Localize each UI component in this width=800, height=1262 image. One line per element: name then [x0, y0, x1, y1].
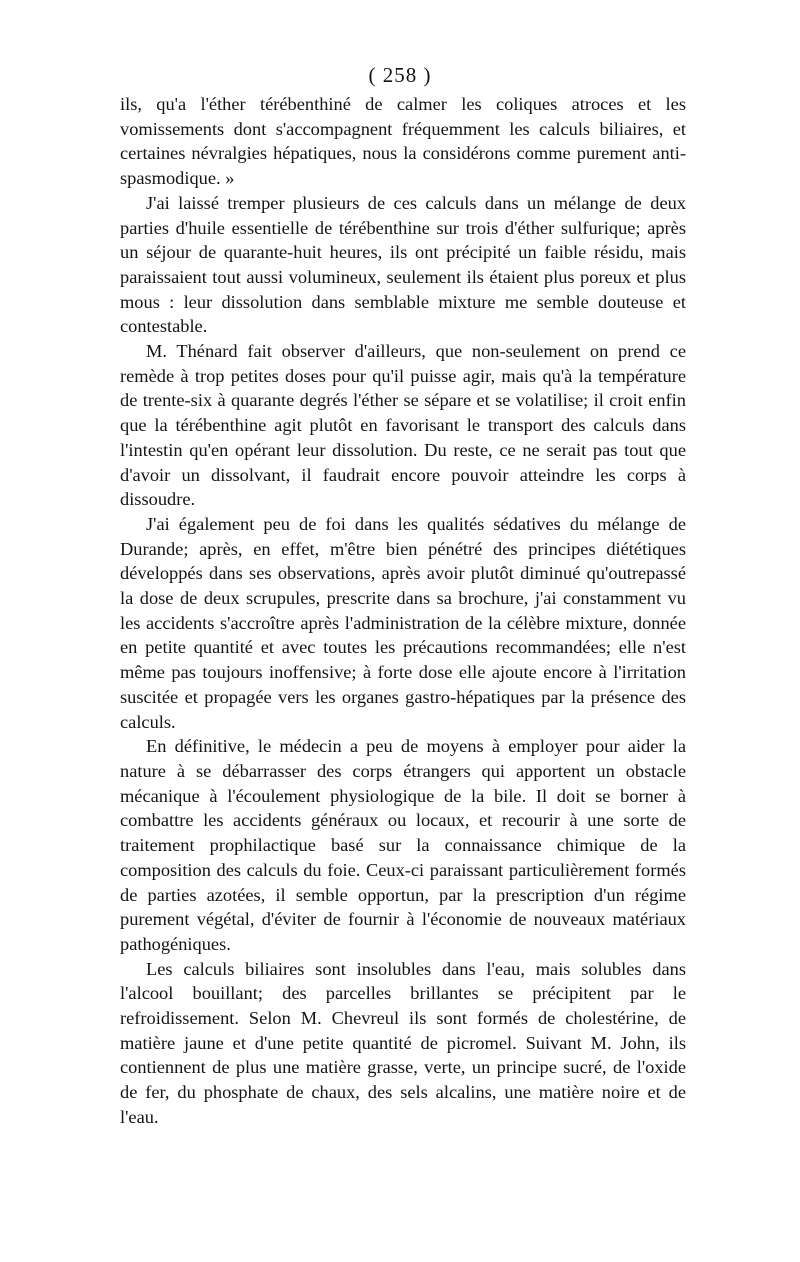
body-text — [120, 92, 686, 1130]
paragraph-3: M. Thénard fait observer d'ailleurs, que non-seulement on prend ce remède à trop petites doses pour qu'il puisse agir, mais qu'à la température de trente-six à quarante degrés l'éther se sépare et se volatilise; il croit enfin que la térébenthine agit plutôt en favorisant le transport des calculs dans l'intestin qu'en opérant leur dissolution. Du reste, ce ne serait pas tout que d'avoir un dissolvant, il faudrait encore pouvoir atteindre les corps à dissoudre. — [120, 341, 686, 510]
paragraph-6: Les calculs biliaires sont insolubles dans l'eau, mais solubles dans l'alcool bouillant; des parcelles brillantes se précipitent par le refroidissement. Selon M. Chevreul ils sont formés de cholestérine, de matière jaune et d'une petite quantité de picromel. Suivant M. John, ils contiennent de plus une matière grasse, verte, un principe sucré, de l'oxide de fer, du phosphate de chaux, des sels alcalins, une matière noire et de l'eau. — [120, 958, 686, 1127]
paragraph-4: J'ai également peu de foi dans les qualités sédatives du mélange de Durande; après, en effet, m'être bien pénétré des principes diététiques développés dans ses observations, après avoir plutôt diminué qu'outrepassé la dose de deux scrupules, prescrite dans sa brochure, j'ai constamment vu les accidents s'accroître après l'administration de la célèbre mixture, donnée en petite quantité et avec toutes les précautions recommandées; elle n'est même pas toujours inoffensive; à forte dose elle ajoute encore à l'irritation suscitée et propagée vers les organes gastro-hépatiques par la présence des calculs. — [120, 513, 686, 732]
paragraph-1: ils, qu'a l'éther térébenthiné de calmer les coliques atroces et les vomissements dont s'accompagnent fréquemment les calculs biliaires, et certaines névralgies hépatiques, nous la considérons comme purement anti-spasmodique. » — [120, 94, 686, 189]
paragraph-5: En définitive, le médecin a peu de moyens à employer pour aider la nature à se débarrasser des corps étrangers qui apportent un obstacle mécanique à l'écoulement physiologique de la bile. Il doit se borner à combattre les accidents généraux ou locaux, et recourir à une sorte de traitement prophilactique basé sur la connaissance chimique de la composition des calculs du foie. Ceux-ci paraissant particulièrement formés de parties azotées, il semble opportun, par la prescription d'un régime purement végétal, d'éviter de fournir à l'économie de nouveaux matériaux pathogéniques. — [120, 736, 686, 954]
page-number: ( 258 ) — [368, 63, 432, 87]
paragraph-2: J'ai laissé tremper plusieurs de ces calculs dans un mélange de deux parties d'huile essentielle de térébenthine sur trois d'éther sulfurique; après un séjour de quarante-huit heures, ils ont précipité un faible résidu, mais paraissaient tout aussi volumineux, seulement ils étaient plus poreux et plus mous : leur dissolution dans semblable mixture me semble douteuse et contestable. — [120, 192, 686, 337]
